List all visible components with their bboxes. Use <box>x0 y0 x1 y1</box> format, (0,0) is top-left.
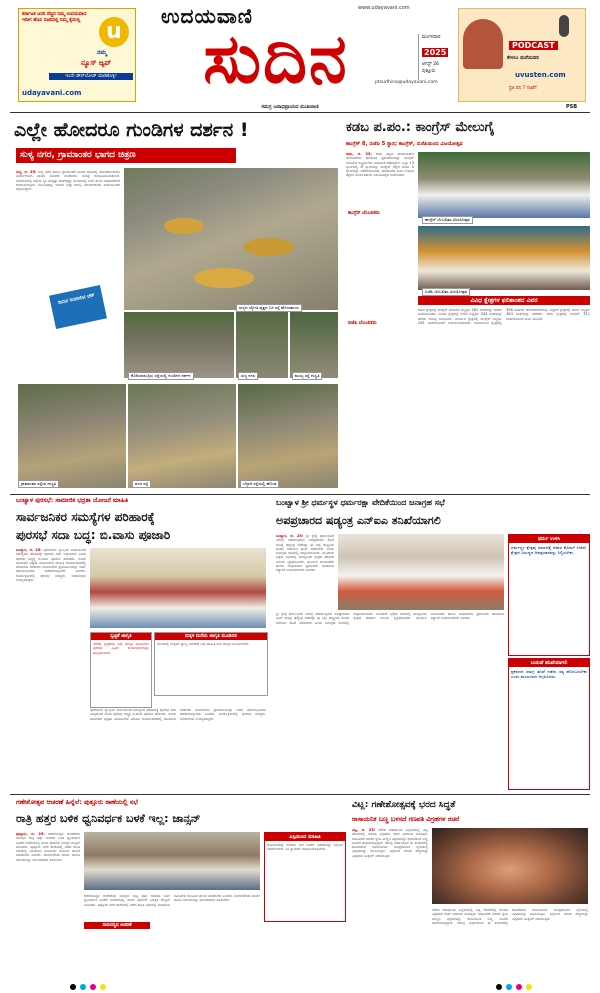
dharma-side-box-2 <box>508 658 590 790</box>
podcast-channel[interactable]: uvusten.com <box>515 71 566 79</box>
lead-caption-1: ಸುಳ್ಯದ ಜ್ಯೋತಿ ವೃತ್ತದ ಬಳಿ ರಸ್ತೆ ಹೊಂಡಮಯ <box>236 304 302 312</box>
masthead-rule <box>10 112 590 113</box>
registration-mark <box>506 984 512 990</box>
kadaba-headline: ಕಡಬ ಪ.ಪಂ.: ಕಾಂಗ್ರೆಸ್ ಮೇಲುಗೈ <box>346 120 495 135</box>
masthead-email[interactable]: ptsudhina@udayavani.com <box>375 80 438 85</box>
podcast-time: ಪ್ರತಿ ದಿನ 7 ಗಂಟೆಗೆ <box>509 86 537 91</box>
vitla-headline: ರಾಸಾಯನಿಕ ಬಣ್ಣ ಬಳಸದೆ ಗಣಪತಿ ವಿಗ್ರಹಗಳ ರಚನೆ <box>352 815 460 823</box>
dharma-dateline: ಬಂಟ್ವಾಳ, ಆ. 25: <box>276 534 304 538</box>
reality-badge: ಸುದಿನ ರಿಯಾಲಿಟಿ ಚೆಕ್ <box>49 285 107 329</box>
lead-photo-6 <box>128 384 236 488</box>
kadaba-sub1: ಕಾಂಗ್ರೆಸ್ ಬೆಂಬಲಿತರು <box>348 211 380 216</box>
lead-text: ಸುಳ್ಯ ನಗರ ಹಾಗೂ ಗ್ರಾಮಾಂತರ ಭಾಗದ ರಸ್ತೆಗಳಲ್ಲಿ ಹೊಂಡಗುಂಡಿಗಳು ನಿರ್ಮಾಣವಾಗಿ ವಾಹನ ಸವಾರರು ಸಂಚರಿಸಲು ಸಂಕಷ್ಟ ಅನುಭವಿಸುವಂತಾಗಿದೆ. ಮಳೆಗಾಲದಲ್ಲಿ ರಸ್ತೆಗಳ ಸ್ಥಿತಿ ಮತ್ತಷ್ಟು ಹದಗೆಟ್ಟಿದ್ದು ಗುಂಡಿಗಳಲ್ಲಿ ನೀರು ತುಂಬಿ ಅಪಘಾತಗಳಿಗೆ ಕಾರಣವಾಗುತ್ತಿದೆ. ಸಂಬಂಧಪಟ್ಟ ಇಲಾಖೆ ಶೀಘ್ರ ದುರಸ್ತಿ ಮಾಡಬೇಕೆಂದು ಸಾರ್ವಜನಿಕರು ಆಗ್ರಹಿಸಿದ್ದಾರೆ. <box>16 170 120 192</box>
bantwal-headline-2: ಪುರಸಭೆ ಸದಾ ಬದ್ಧ: ಬಿ.ವಾಸು ಪೂಜಾರಿ <box>16 528 171 542</box>
registration-mark <box>526 984 532 990</box>
promo-app-box[interactable] <box>18 8 136 102</box>
kadaba-sub2: ಬಿಜೆಪಿ ಬೆಂಬಲಿತರು <box>348 321 377 326</box>
podcast-subtitle: ಕೇಳಲು ಮರೆಯದಿರಿ <box>507 55 539 61</box>
bantwal-text: ಪುರಸಭೆಯ ವ್ಯಾಪ್ತಿಯ ಸಾರ್ವಜನಿಕರ ಸಮಸ್ಯೆಗಳ ಪರಿಹಾರಕ್ಕೆ ಪುರಸಭೆ ಸದಾ ಬದ್ಧವಾಗಿದೆ ಎಂದು ಪುರಸಭೆ ಅಧ್ಯಕ್ಷ ಬಿ.ವಾಸು ಪೂಜಾರಿ ಹೇಳಿದರು. ಅವರು ಸಾಮಾಜಿಕ ಭದ್ರತಾ ಯೋಜನೆಗಳ ಮಾಹಿತಿ ಕಾರ್ಯಾಗಾರದಲ್ಲಿ ಮಾತನಾಡಿ ಸರಕಾರದ ಯೋಜನೆಗಳ ಪ್ರಯೋಜನವನ್ನು ಅರ್ಹ ಫಲಾನುಭವಿಗಳು ಪಡೆದುಕೊಳ್ಳಬೇಕು ಎಂದರು. ಕಾರ್ಯಕ್ರಮದಲ್ಲಿ ಪುರಸಭೆ ಸದಸ್ಯರು, ಅಧಿಕಾರಿಗಳು ಉಪಸ್ಥಿತರಿದ್ದರು. <box>16 548 86 583</box>
results-heading: ವಿವಿಧ ಕ್ಷೇತ್ರಗಳ ಫಲಿತಾಂಶದ ವಿವರ <box>418 296 590 305</box>
kadaba-photo1-caption: ಕಾಂಗ್ರೆಸ್ ಬೆಂಬಲಿತರ ವಿಜಯೋತ್ಸವ <box>422 216 473 224</box>
day: ಮಂಗಳವಾರ <box>422 35 441 40</box>
dharma-side2-head: ಬುರುಡೆ ತನಿಖೆಯಾಗಲಿ <box>509 659 589 667</box>
u-logo-icon: u <box>99 17 129 47</box>
ganesha-body <box>16 832 80 980</box>
lead-photo-3 <box>236 312 288 378</box>
ganesha-photo <box>84 832 260 890</box>
ganesha-box-body: ಶೋಭಾಯಾತ್ರೆ ಸಂದರ್ಭ ಡಿಜೆ ಬಳಕೆಗೆ ನಿಷೇಧವಿದ್ದು ಎಲ್ಲರೂ ಸಹಕರಿಸಬೇಕು. ಸಿಸಿ ಕ್ಯಾಮರಾ ಅಳವಡಿಸಿಕೊಳ್ಳಬೇಕು. <box>267 843 343 852</box>
vitla-kicker: ವಿಟ್ಲ: ಗಣೇಶೋತ್ಸವಕ್ಕೆ ಭರದ ಸಿದ್ಧತೆ <box>352 800 456 810</box>
dharma-side-head: ಧರ್ಮ ಉಳಿಸಿ <box>509 535 589 543</box>
podcast-promo[interactable] <box>458 8 586 102</box>
vitla-body <box>352 828 428 980</box>
kadaba-photo2-caption: ಬಿಜೆಪಿ ಬೆಂಬಲಿತರ ವಿಜಯೋತ್ಸವ <box>422 288 470 296</box>
lead-photo-7 <box>238 384 338 488</box>
bantwal-box2-head: ಮಕ್ಕಳ ಮನೆಯ ಜಾಗೃತಿ ಮೂಡಿಸಲಿ <box>155 633 267 640</box>
bantwal-box1-head: ಸ್ವಚ್ಛತೆ ಜಾಗೃತಿ <box>91 633 151 640</box>
lead-caption-7: ಬೆಳ್ಳಾರೆ ರಸ್ತೆಯಲ್ಲಿ ಹೊಂಡ <box>240 480 279 488</box>
results-body: ಕಳಾರ ಕ್ಷೇತ್ರದಲ್ಲಿ ಕಾಂಗ್ರೆಸ್ ಬೆಂಬಲಿತ ಅಭ್ಯರ್ಥಿ 281 ಮತಗಳನ್ನು ಪಡೆದು ಜಯಗಳಿಸಿದರು. ಪಿಜಕಳ ಕ್ಷೇತ್ರದಲ್ಲಿ ಬಿಜೆಪಿ ಅಭ್ಯರ್ಥಿ 334 ಮತಗಳನ್ನು ಪಡೆದು ಗೆಲುವು ಸಾಧಿಸಿದರು. ಮರ್ದಾಳ ಕ್ಷೇತ್ರದಲ್ಲಿ ಕಾಂಗ್ರೆಸ್ ಅಭ್ಯರ್ಥಿ 261 ಮತಗಳೊಂದಿಗೆ ಜಯಶಾಲಿಯಾದರು. ಕೋಡಿಂಬಾಳ ಕ್ಷೇತ್ರದಲ್ಲಿ 396 ಮತಗಳು ಚಲಾವಣೆಯಾದವು. ಬೆದ್ರಾಜೆ ಕ್ಷೇತ್ರದಲ್ಲಿ ಬಿಜೆಪಿ ಅಭ್ಯರ್ಥಿ 384 ಮತಗಳನ್ನು ಪಡೆದರು. ಕಡಬ ಕ್ಷೇತ್ರದಲ್ಲಿ ಕಾಂಗ್ರೆಸ್ 311 ಮತಗಳೊಂದಿಗೆ ಜಯ ಸಾಧಿಸಿದೆ. <box>418 308 590 325</box>
podcast-label: PODCAST <box>509 41 558 50</box>
ganesha-box <box>264 832 346 922</box>
lead-caption-6: ಪಂಜ ರಸ್ತೆ <box>132 480 151 488</box>
dharma-side2-body: ಪ್ರಕರಣದ ಸಮಗ್ರ ತನಿಖೆ ನಡೆದು ಸತ್ಯ ಹೊರಬರಬೇಕು ಎಂದು ಮುಖಂಡರು ಆಗ್ರಹಿಸಿದರು. <box>511 669 587 680</box>
dharma-photo <box>338 534 504 610</box>
masthead-logo: ಸುದಿನ <box>203 20 349 99</box>
year: 2025 <box>424 48 447 57</box>
vitla-text: ಗಣೇಶ ಚತುರ್ಥಿಯ ಹಿನ್ನೆಲೆಯಲ್ಲಿ ವಿಟ್ಲ ಪರಿಸರದಲ್ಲಿ ಗಣಪತಿ ವಿಗ್ರಹಗಳ ರಚನೆ ಭರದಿಂದ ಸಾಗುತ್ತಿದೆ. ಕಲಾವಿದರು ಪರಿಸರ ಸ್ನೇಹಿ ಮಣ್ಣಿನ ವಿಗ್ರಹಗಳನ್ನು ರಾಸಾಯನಿಕ ಬಣ್ಣ ಬಳಸದೆ ತಯಾರಿಸುತ್ತಿದ್ದಾರೆ. ಹಲವು ವರ್ಷಗಳಿಂದ ಈ ಕಾಯಕದಲ್ಲಿ ತೊಡಗಿರುವ ಕುಟುಂಬಗಳು ಸಾಂಪ್ರದಾಯಿಕ ಶೈಲಿಯಲ್ಲಿ ವಿಗ್ರಹಗಳನ್ನು ರೂಪಿಸುತ್ತಿವೆ. ಭಕ್ತರಿಂದ ಬೇಡಿಕೆ ಹೆಚ್ಚಾಗಿದ್ದು ವಿಗ್ರಹಗಳ ಬುಕ್ಕಿಂಗ್ ನಡೆಯುತ್ತಿದೆ. <box>352 828 428 858</box>
host-avatar <box>463 19 503 69</box>
lead-caption-5: ಗ್ರಾಮಾಂತರ ರಸ್ತೆಯ ದುಸ್ಥಿತಿ <box>18 480 59 488</box>
edition: ಪುತ್ತೂರು <box>422 69 436 74</box>
dharma-headline-2: ಅಪಪ್ರಚಾರದ ಷಡ್ಯಂತ್ರ ಎನ್‌ಐಎ ತನಿಖೆಯಾಗಲಿ <box>276 514 441 527</box>
lead-subhead: ಸುಳ್ಯ ನಗರ, ಗ್ರಾಮಾಂತರ ಭಾಗದ ಚಿತ್ರಣ <box>16 148 236 163</box>
lead-photo-main <box>124 168 338 310</box>
registration-mark <box>496 984 502 990</box>
lead-photo-4 <box>290 312 338 378</box>
lead-caption-2: ಕೊಡಿಯಾಲಬೈಲು ರಸ್ತೆಯಲ್ಲಿ ಗುಂಡಿಗಳ ದರ್ಶನ <box>128 372 194 380</box>
bantwal-box2-body: ಮನೆಯಲ್ಲಿ ಮಕ್ಕಳಿಗೆ ತ್ಯಾಜ್ಯ ವಿಂಗಡಣೆ ಬಗ್ಗೆ ಮಾಹಿತಿ ನೀಡಿ ಜಾಗೃತಿ ಮೂಡಿಸಬೇಕು. <box>157 642 250 646</box>
lead-photo-2 <box>124 312 234 378</box>
masthead-tagline: ಸಮಗ್ರ ಜನಾಭಿಪ್ರಾಯದ ಮುಖವಾಣಿ <box>261 104 319 110</box>
psb-label: PSB <box>566 104 578 110</box>
ganesha-kicker: ಗಣೇಶೋತ್ಸವ ಆಚರಣೆ ಹಿನ್ನೆಲೆ: ಪುತ್ತೂರು ಠಾಣೆಯಲ್ಲಿ ಸಭೆ <box>16 798 138 806</box>
registration-mark <box>90 984 96 990</box>
dharma-headline-1: ಬಂಟ್ವಾಳ ಶ್ರೀ ಧರ್ಮಸ್ಥಳ ಧರ್ಮರಕ್ಷಾ ವೇದಿಕೆಯಿಂದ ಜನಾಗ್ರಹ ಸಭೆ <box>276 498 445 507</box>
kadaba-photo-1 <box>418 152 590 218</box>
ganesha-body-cont: ಗಣೇಶೋತ್ಸವ ಆಚರಣೆಯ ಸಂದರ್ಭ ರಾತ್ರಿ ಹತ್ತು ಗಂಟೆಯ ಬಳಿಕ ಧ್ವನಿವರ್ಧಕ ಬಳಕೆಗೆ ಅವಕಾಶವಿಲ್ಲ ಎಂದು ಪೊಲೀಸ್ ನಿರೀಕ್ಷಕ ಜಾನ್ಸನ್ ತಿಳಿಸಿದರು. ಪುತ್ತೂರು ನಗರ ಠಾಣೆಯಲ್ಲಿ ನಡೆದ ಶಾಂತಿ ಸಭೆಯಲ್ಲಿ ಮಾತನಾಡಿ ಸಮಿತಿಗಳು ಕಾನೂನು ಪಾಲನೆ ಮಾಡಬೇಕು ಎಂದರು. ಮೆರವಣಿಗೆಯ ಮಾರ್ಗ ಹಾಗೂ ಸಮಯವನ್ನು ಮುಂಚಿತವಾಗಿ ತಿಳಿಸಬೇಕು. <box>84 894 260 907</box>
bantwal-box-2 <box>154 632 268 696</box>
bantwal-headline-1: ಸಾರ್ವಜನಿಕರ ಸಮಸ್ಯೆಗಳ ಪರಿಹಾರಕ್ಕೆ <box>16 510 155 524</box>
pothole-shape <box>194 268 254 288</box>
section-rule-2 <box>10 794 590 795</box>
lead-caption-3: ಸುಳ್ಯ ನಗರ <box>238 372 258 380</box>
ganesha-text: ಗಣೇಶೋತ್ಸವ ಆಚರಣೆಯ ಸಂದರ್ಭ ರಾತ್ರಿ ಹತ್ತು ಗಂಟೆಯ ಬಳಿಕ ಧ್ವನಿವರ್ಧಕ ಬಳಕೆಗೆ ಅವಕಾಶವಿಲ್ಲ ಎಂದು ಪೊಲೀಸ್ ನಿರೀಕ್ಷಕ ಜಾನ್ಸನ್ ತಿಳಿಸಿದರು. ಪುತ್ತೂರು ನಗರ ಠಾಣೆಯಲ್ಲಿ ನಡೆದ ಶಾಂತಿ ಸಭೆಯಲ್ಲಿ ಮಾತನಾಡಿ ಸಮಿತಿಗಳು ಕಾನೂನು ಪಾಲನೆ ಮಾಡಬೇಕು ಎಂದರು. ಮೆರವಣಿಗೆಯ ಮಾರ್ಗ ಹಾಗೂ ಸಮಯವನ್ನು ಮುಂಚಿತವಾಗಿ ತಿಳಿಸಬೇಕು. <box>16 832 80 862</box>
brand-small: ಉದಯವಾಣಿ <box>161 4 253 28</box>
registration-mark <box>516 984 522 990</box>
dharma-body-cont: ಶ್ರೀ ಕ್ಷೇತ್ರ ಧರ್ಮಸ್ಥಳದ ವಿರುದ್ಧ ನಡೆಯುತ್ತಿರುವ ಅಪಪ್ರಚಾರದ ಹಿಂದೆ ದೊಡ್ಡ ಷಡ್ಯಂತ್ರ ಅಡಗಿದ್ದು ಈ ಬಗ್ಗೆ ರಾಷ್ಟ್ರೀಯ ತನಿಖಾ ದಳದಿಂದ ತನಿಖೆ ನಡೆಸಬೇಕು ಎಂದು ಜನಾಗ್ರಹ ಸಭೆಯಲ್ಲಿ ಆಗ್ರಹಿಸಲಾಯಿತು. ಸಾವಿರಾರು ಭಕ್ತರು ಸಭೆಯಲ್ಲಿ ಪಾಲ್ಗೊಂಡು ಕ್ಷೇತ್ರದ ಪರವಾಗಿ ಬೆಂಬಲ ವ್ಯಕ್ತಪಡಿಸಿದರು. ಧಾರ್ಮಿಕ ಮುಖಂಡರು ಹಾಗೂ ಸಂಘಟನೆಗಳ ಪ್ರಮುಖರು ಮಾತನಾಡಿ ಸತ್ಯಾಂಶ ಬಯಲಾಗಬೇಕು ಎಂದರು. <box>276 612 504 625</box>
section-rule-1 <box>10 494 590 495</box>
kadaba-subhead: ಕಾಂಗ್ರೆಸ್ 8, ಬಿಜೆಪಿ 5 ಸ್ಥಾನ; ಕಾಂಗ್ರೆಸ್, ಬಿಜೆಪಿಯಿಂದ ವಿಜಯೋತ್ಸವ <box>346 141 463 147</box>
registration-mark <box>70 984 76 990</box>
registration-mark <box>100 984 106 990</box>
kadaba-dateline: ಕಡಬ, ಆ. 25: <box>346 152 372 156</box>
lead-photo-5 <box>18 384 126 488</box>
bantwal-body-cont: ಪುರಸಭೆಯ ವ್ಯಾಪ್ತಿಯ ಸಾರ್ವಜನಿಕರ ಸಮಸ್ಯೆಗಳ ಪರಿಹಾರಕ್ಕೆ ಪುರಸಭೆ ಸದಾ ಬದ್ಧವಾಗಿದೆ ಎಂದು ಪುರಸಭೆ ಅಧ್ಯಕ್ಷ ಬಿ.ವಾಸು ಪೂಜಾರಿ ಹೇಳಿದರು. ಅವರು ಸಾಮಾಜಿಕ ಭದ್ರತಾ ಯೋಜನೆಗಳ ಮಾಹಿತಿ ಕಾರ್ಯಾಗಾರದಲ್ಲಿ ಮಾತನಾಡಿ ಸರಕಾರದ ಯೋಜನೆಗಳ ಪ್ರಯೋಜನವನ್ನು ಅರ್ಹ ಫಲಾನುಭವಿಗಳು ಪಡೆದುಕೊಳ್ಳಬೇಕು ಎಂದರು. ಕಾರ್ಯಕ್ರಮದಲ್ಲಿ ಪುರಸಭೆ ಸದಸ್ಯರು, ಅಧಿಕಾರಿಗಳು ಉಪಸ್ಥಿತರಿದ್ದರು. <box>90 708 266 721</box>
bantwal-box1-body: ನಗರದ ಸ್ವಚ್ಛತೆಯ ಬಗ್ಗೆ ಜಾಗೃತಿ ಮೂಡಿಸಲು ಪುರಸಭೆ ವಿವಿಧ ಕಾರ್ಯಕ್ರಮಗಳನ್ನು ಹಮ್ಮಿಕೊಂಡಿದೆ. <box>93 642 149 655</box>
dharma-text: ಶ್ರೀ ಕ್ಷೇತ್ರ ಧರ್ಮಸ್ಥಳದ ವಿರುದ್ಧ ನಡೆಯುತ್ತಿರುವ ಅಪಪ್ರಚಾರದ ಹಿಂದೆ ದೊಡ್ಡ ಷಡ್ಯಂತ್ರ ಅಡಗಿದ್ದು ಈ ಬಗ್ಗೆ ರಾಷ್ಟ್ರೀಯ ತನಿಖಾ ದಳದಿಂದ ತನಿಖೆ ನಡೆಸಬೇಕು ಎಂದು ಜನಾಗ್ರಹ ಸಭೆಯಲ್ಲಿ ಆಗ್ರಹಿಸಲಾಯಿತು. ಸಾವಿರಾರು ಭಕ್ತರು ಸಭೆಯಲ್ಲಿ ಪಾಲ್ಗೊಂಡು ಕ್ಷೇತ್ರದ ಪರವಾಗಿ ಬೆಂಬಲ ವ್ಯಕ್ತಪಡಿಸಿದರು. ಧಾರ್ಮಿಕ ಮುಖಂಡರು ಹಾಗೂ ಸಂಘಟನೆಗಳ ಪ್ರಮುಖರು ಮಾತನಾಡಿ ಸತ್ಯಾಂಶ ಬಯಲಾಗಬೇಕು ಎಂದರು. <box>276 534 334 573</box>
promo-download: ಇಂದೇ ಡೌನ್‌ಲೋಡ್ ಮಾಡಿಕೊಳ್ಳಿ! <box>49 73 133 80</box>
ganesha-box2-head: ಸಾಮರಸ್ಯದ ಆಚರಣೆ <box>84 922 150 929</box>
bantwal-dateline: ಬಂಟ್ವಾಳ, ಆ. 25: <box>16 548 42 552</box>
date-block <box>418 34 458 80</box>
kadaba-text: ಕಡಬ ಪಟ್ಟಣ ಪಂಚಾಯತ್‌ನ ಚುನಾವಣೆಯ ಫಲಿತಾಂಶ ಪ್ರಕಟಗೊಂಡಿದ್ದು ಕಾಂಗ್ರೆಸ್ ಬೆಂಬಲಿತ ಅಭ್ಯರ್ಥಿಗಳು ಬಹುಮತ ಪಡೆದಿದ್ದಾರೆ. ಒಟ್ಟು 13 ಸ್ಥಾನಗಳಲ್ಲಿ 8 ಸ್ಥಾನಗಳನ್ನು ಕಾಂಗ್ರೆಸ್ ಗೆದ್ದರೆ ಬಿಜೆಪಿ 5 ಸ್ಥಾನಗಳನ್ನು ಪಡೆದುಕೊಂಡಿದೆ. ಫಲಿತಾಂಶದ ಬಳಿಕ ಉಭಯ ಪಕ್ಷಗಳ ಕಾರ್ಯಕರ್ತರು ವಿಜಯೋತ್ಸವ ಆಚರಿಸಿದರು. <box>346 152 414 178</box>
ganesha-headline: ರಾತ್ರಿ ಹತ್ತರ ಬಳಿಕ ಧ್ವನಿವರ್ಧಕ ಬಳಕೆ ಇಲ್ಲ: ಜಾನ್ಸನ್ <box>16 812 201 825</box>
registration-mark <box>80 984 86 990</box>
lead-headline: ಎಲ್ಲೇ ಹೋದರೂ ಗುಂಡಿಗಳ ದರ್ಶನ ! <box>14 119 249 141</box>
kadaba-photo-2 <box>418 226 590 290</box>
masthead-website[interactable]: www.udayavani.com <box>358 5 410 11</box>
promo-nimma: ನಮ್ಮ <box>97 49 107 56</box>
vitla-photo-ganesha <box>432 828 588 904</box>
pothole-shape <box>244 238 294 256</box>
microphone-icon <box>559 15 569 37</box>
lead-dateline: ಸುಳ್ಯ, ಆ. 25: <box>16 170 37 174</box>
promo-news-app: ನ್ಯೂಸ್ ಆ್ಯಪ್ <box>81 59 112 67</box>
lead-caption-4: ಮುಖ್ಯ ರಸ್ತೆ ದುಸ್ಥಿತಿ <box>292 372 322 380</box>
dharma-side-box <box>508 534 590 656</box>
ganesha-box-head: ಎಸ್ಪಿಯಿಂದ ಮಾಹಿತಿ <box>265 833 345 841</box>
bantwal-body <box>16 548 86 790</box>
ganesha-dateline: ಪುತ್ತೂರು, ಆ. 25: <box>16 832 45 836</box>
dharma-body <box>276 534 334 604</box>
pothole-shape <box>164 218 204 234</box>
promo-text: ಕರ್ನಾಟಕ ಜನರ ನೆಚ್ಚಿನ ನಿಮ್ಮ ಉದಯವಾಣಿ ಇದೀಗ ಹೊಸ ರೂಪದಲ್ಲಿ ನಿಮ್ಮ ಕೈಯಲ್ಲಿ <box>22 12 87 23</box>
vitla-dateline: ವಿಟ್ಲ, ಆ. 25: <box>352 828 376 832</box>
bantwal-box-1 <box>90 632 152 708</box>
date: ಆಗಸ್ಟ್ 26 <box>422 62 440 67</box>
dharma-side-body: ಧರ್ಮಸ್ಥಳ ಕ್ಷೇತ್ರವು ಸಮಾಜಕ್ಕೆ ಅಪಾರ ಕೊಡುಗೆ ನೀಡಿದೆ. ಕ್ಷೇತ್ರದ ವಿರುದ್ಧದ ಅಪಪ್ರಚಾರವನ್ನು ನಿಲ್ಲಿಸಬೇಕು. <box>511 545 587 556</box>
promo-site: udayavani.com <box>22 89 82 97</box>
bantwal-photo <box>90 548 266 628</box>
bantwal-kicker: ಬಂಟ್ವಾಳ ಪುರಸಭೆ: ಸಾಮಾಜಿಕ ಭದ್ರತಾ ಯೋಜನೆ ಮಾಹಿತಿ <box>16 497 129 504</box>
vitla-body-cont: ಗಣೇಶ ಚತುರ್ಥಿಯ ಹಿನ್ನೆಲೆಯಲ್ಲಿ ವಿಟ್ಲ ಪರಿಸರದಲ್ಲಿ ಗಣಪತಿ ವಿಗ್ರಹಗಳ ರಚನೆ ಭರದಿಂದ ಸಾಗುತ್ತಿದೆ. ಕಲಾವಿದರು ಪರಿಸರ ಸ್ನೇಹಿ ಮಣ್ಣಿನ ವಿಗ್ರಹಗಳನ್ನು ರಾಸಾಯನಿಕ ಬಣ್ಣ ಬಳಸದೆ ತಯಾರಿಸುತ್ತಿದ್ದಾರೆ. ಹಲವು ವರ್ಷಗಳಿಂದ ಈ ಕಾಯಕದಲ್ಲಿ ತೊಡಗಿರುವ ಕುಟುಂಬಗಳು ಸಾಂಪ್ರದಾಯಿಕ ಶೈಲಿಯಲ್ಲಿ ವಿಗ್ರಹಗಳನ್ನು ರೂಪಿಸುತ್ತಿವೆ. ಭಕ್ತರಿಂದ ಬೇಡಿಕೆ ಹೆಚ್ಚಾಗಿದ್ದು ವಿಗ್ರಹಗಳ ಬುಕ್ಕಿಂಗ್ ನಡೆಯುತ್ತಿದೆ. <box>432 908 588 925</box>
